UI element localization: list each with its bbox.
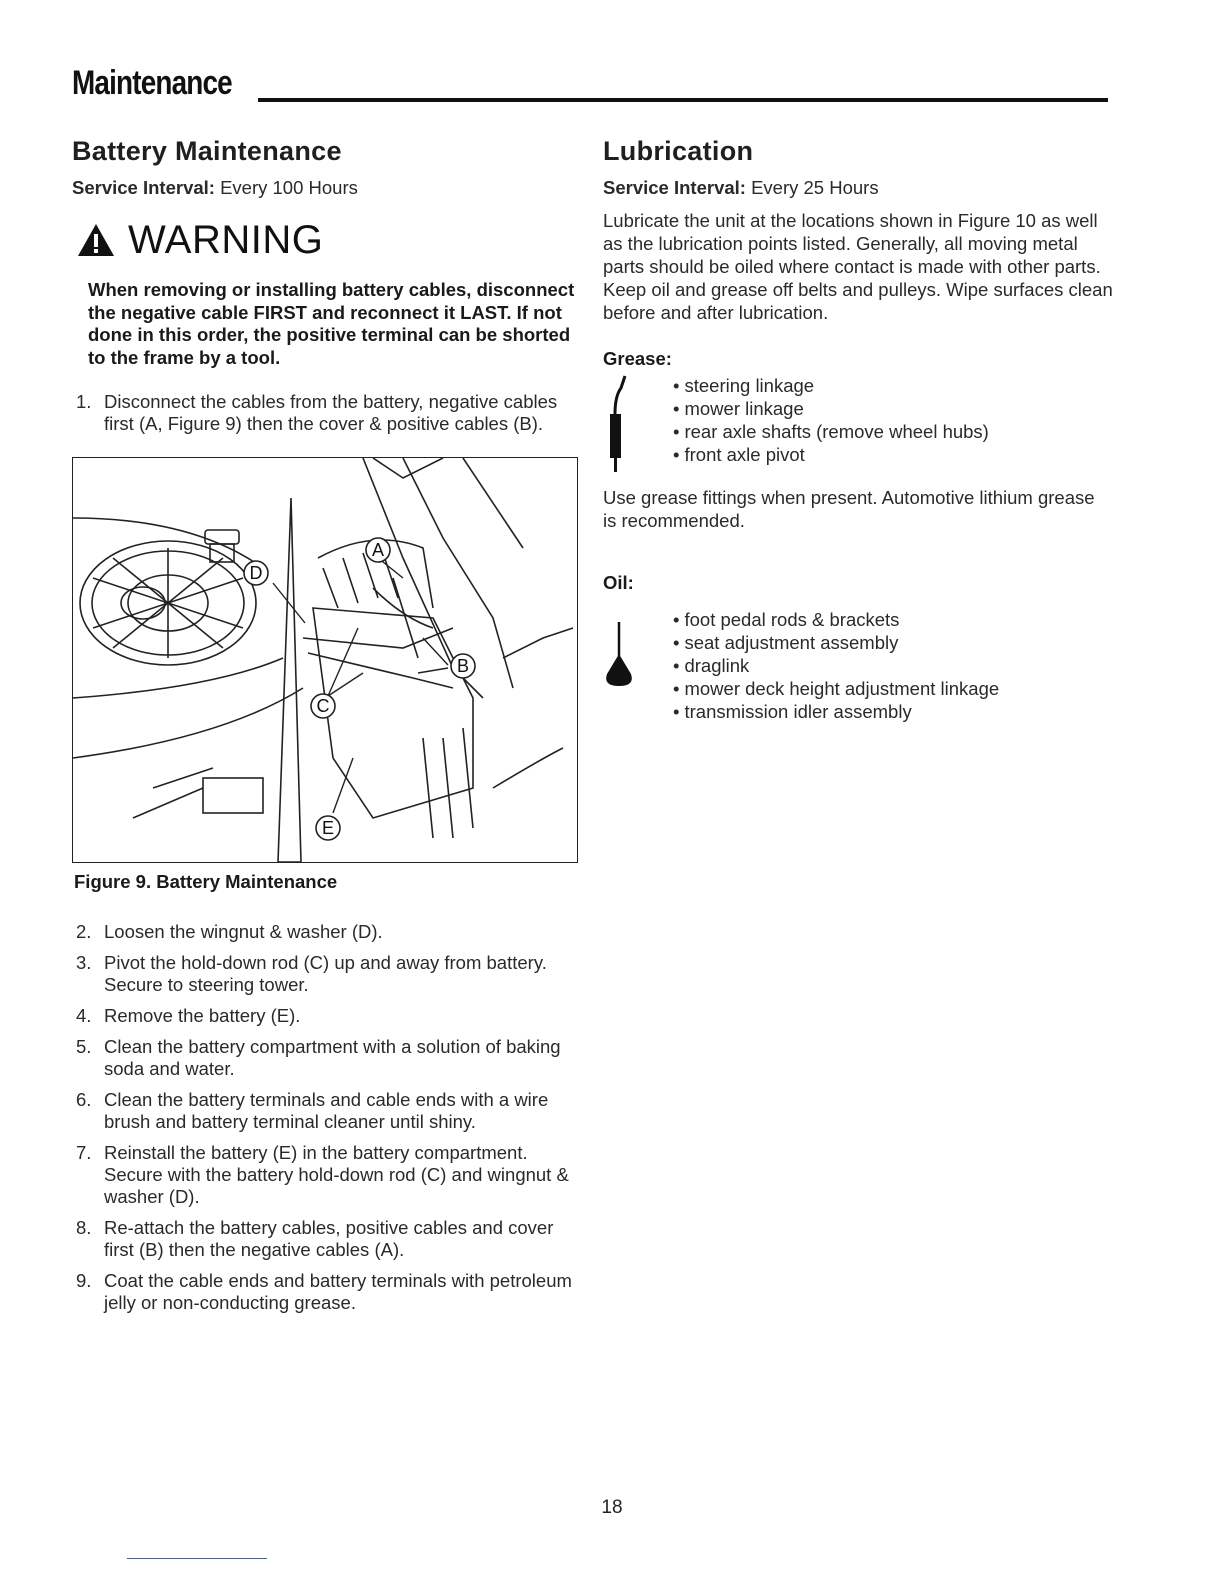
list-item: • rear axle shafts (remove wheel hubs) (673, 420, 989, 443)
grease-gun-icon (603, 374, 633, 474)
page-header (72, 64, 1108, 104)
list-item: 8. Re-attach the battery cables, positive cables and cover first (B) then the negative cables (A). (76, 1217, 554, 1260)
list-item: • mower linkage (673, 397, 989, 420)
oil-list (673, 608, 999, 723)
list-item: 1. Disconnect the cables from the battery, negative cables first (A, Figure 9) then the cover & positive cables (B). (76, 391, 558, 434)
warning-banner (76, 215, 582, 265)
list-item: • steering linkage (673, 374, 989, 397)
lubrication-intro: Lubricate the unit at the locations shown in Figure 10 as well as the lubrication points listed. Generally, all moving metal parts should be oiled where contact is made with other parts. Keep oil and grease off belts and pulleys. Wipe surfaces clean before and after lubrication. (603, 210, 1113, 323)
list-item: 3. Pivot the hold-down rod (C) up and away from battery. Secure to steering tower. (76, 952, 547, 995)
battery-heading: Battery Maintenance (72, 136, 342, 166)
callout-c: C (316, 696, 330, 716)
warning-icon (76, 222, 116, 258)
list-item: • seat adjustment assembly (673, 631, 999, 654)
warning-label: WARNING (128, 217, 324, 262)
service-interval-label: Service Interval: (603, 177, 746, 198)
list-item: • foot pedal rods & brackets (673, 608, 999, 631)
list-item: 7. Reinstall the battery (E) in the battery compartment. Secure with the battery hold-down rod (C) and wingnut & washer (D). (76, 1142, 569, 1207)
page-number: 18 (601, 1497, 623, 1518)
callout-b: B (456, 656, 470, 676)
steps-list-before (72, 391, 582, 435)
battery-service-interval (72, 177, 582, 199)
warning-text: When removing or installing battery cables, disconnect the negative cable FIRST and reconnect it LAST. If not done in this order, the positive terminal can be shorted to the frame by a tool. (88, 279, 575, 368)
service-interval-value: Every 25 Hours (751, 177, 879, 198)
callout-a: A (371, 540, 385, 560)
list-item: 2. Loosen the wingnut & washer (D). (76, 921, 383, 942)
lubrication-heading: Lubrication (603, 136, 754, 166)
callout-e: E (321, 818, 335, 838)
grease-note: Use grease fittings when present. Automotive lithium grease is recommended. (603, 487, 1095, 531)
lubrication-column (603, 136, 1113, 728)
callout-d: D (249, 563, 263, 583)
battery-maintenance-column (72, 136, 582, 1323)
list-item: 6. Clean the battery terminals and cable ends with a wire brush and battery terminal cleaner until shiny. (76, 1089, 549, 1132)
steps-list-after (72, 921, 582, 1314)
oil-block (603, 608, 1113, 728)
list-item: 9. Coat the cable ends and battery terminals with petroleum jelly or non-conducting grease. (76, 1270, 572, 1313)
section-title: Maintenance (72, 64, 232, 102)
battery-illustration (73, 458, 577, 862)
figure-caption: Figure 9. Battery Maintenance (74, 871, 338, 892)
list-item: 5. Clean the battery compartment with a solution of baking soda and water. (76, 1036, 561, 1079)
grease-block (603, 374, 1113, 474)
service-interval-label: Service Interval: (72, 177, 215, 198)
oil-can-icon (599, 620, 639, 690)
battery-figure (72, 457, 578, 863)
footer-rule (127, 1558, 267, 1559)
lubrication-service-interval (603, 177, 1113, 199)
header-rule (258, 98, 1108, 102)
grease-list (673, 374, 989, 466)
list-item: 4. Remove the battery (E). (76, 1005, 301, 1026)
list-item: • front axle pivot (673, 443, 989, 466)
list-item: • mower deck height adjustment linkage (673, 677, 999, 700)
service-interval-value: Every 100 Hours (220, 177, 358, 198)
list-item: • draglink (673, 654, 999, 677)
list-item: • transmission idler assembly (673, 700, 999, 723)
oil-label: Oil: (603, 572, 634, 593)
grease-label: Grease: (603, 348, 672, 369)
